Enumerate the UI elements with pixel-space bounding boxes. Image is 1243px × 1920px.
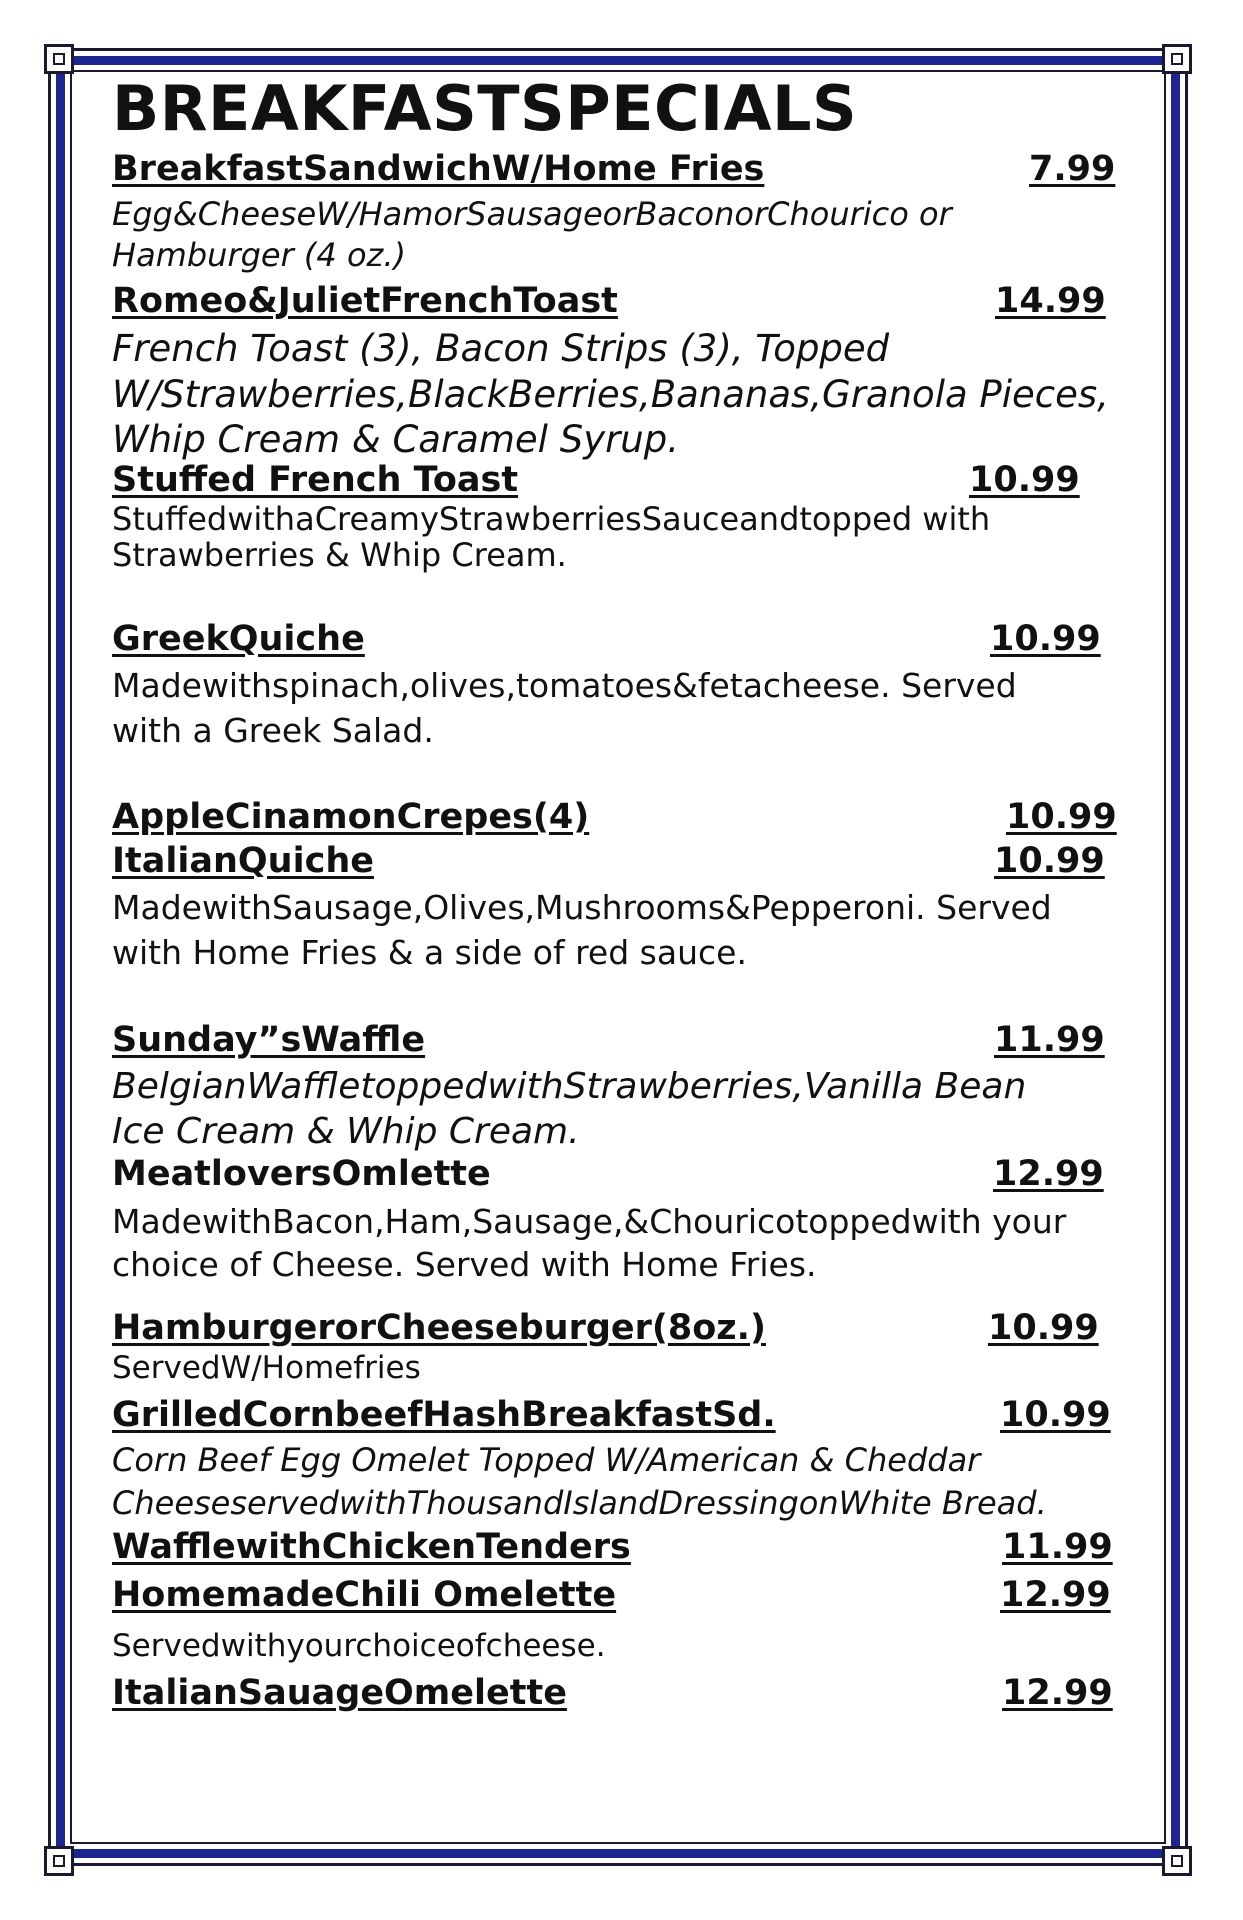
item-price-romeo-juliet-french-toast: 14.99 bbox=[995, 281, 1106, 321]
item-price-italian-quiche: 10.99 bbox=[994, 841, 1105, 881]
item-desc-line: W/Strawberries,BlackBerries,Bananas,Granola Pieces, bbox=[112, 373, 1109, 416]
item-desc-line: Strawberries & Whip Cream. bbox=[112, 536, 567, 574]
item-desc-line: Egg&CheeseW/HamorSausageorBaconorChourico or bbox=[112, 195, 952, 233]
item-desc-line: choice of Cheese. Served with Home Fries. bbox=[112, 1245, 817, 1284]
item-price-sundays-waffle: 11.99 bbox=[994, 1020, 1105, 1060]
item-desc-line: BelgianWaffletoppedwithStrawberries,Vanilla Bean bbox=[112, 1066, 1027, 1107]
item-name-waffle-with-chicken-tenders: WafflewithChickenTenders bbox=[112, 1527, 631, 1567]
item-desc-line: Ice Cream & Whip Cream. bbox=[112, 1111, 580, 1152]
item-price-homemade-chili-omelette: 12.99 bbox=[1000, 1575, 1111, 1615]
item-name-sundays-waffle: Sunday”sWaffle bbox=[112, 1020, 426, 1060]
corner-ornament-top-left bbox=[44, 44, 74, 74]
corner-ornament-top-right bbox=[1162, 44, 1192, 74]
item-name-grilled-cornbeef-hash: GrilledCornbeefHashBreakfastSd. bbox=[112, 1395, 776, 1435]
item-desc-line: MadewithBacon,Ham,Sausage,&Chouricotoppedwith your bbox=[112, 1202, 1067, 1241]
item-desc-line: with a Greek Salad. bbox=[112, 711, 434, 750]
item-name-italian-quiche: ItalianQuiche bbox=[112, 841, 374, 881]
item-desc-line: StuffedwithaCreamyStrawberriesSauceandtopped with bbox=[112, 500, 991, 538]
item-name-greek-quiche: GreekQuiche bbox=[112, 619, 365, 659]
item-desc-line: with Home Fries & a side of red sauce. bbox=[112, 933, 747, 972]
item-price-italian-sauage-omelette: 12.99 bbox=[1002, 1673, 1113, 1713]
item-price-apple-cinamon-crepes: 10.99 bbox=[1006, 797, 1117, 837]
item-desc-line: Madewithspinach,olives,tomatoes&fetacheese. Served bbox=[112, 666, 1017, 705]
item-price-breakfast-sandwich: 7.99 bbox=[1029, 149, 1116, 189]
item-name-italian-sauage-omelette: ItalianSauageOmelette bbox=[112, 1673, 567, 1713]
menu-content bbox=[112, 0, 1127, 1920]
item-price-meatlovers-omlette: 12.99 bbox=[993, 1154, 1104, 1194]
item-price-grilled-cornbeef-hash: 10.99 bbox=[1000, 1395, 1111, 1435]
item-desc-line: ServedW/Homefries bbox=[112, 1350, 421, 1386]
item-desc-line: Hamburger (4 oz.) bbox=[112, 236, 406, 274]
item-name-romeo-juliet-french-toast: Romeo&JulietFrenchToast bbox=[112, 281, 618, 321]
item-price-stuffed-french-toast: 10.99 bbox=[969, 460, 1080, 500]
item-name-apple-cinamon-crepes: AppleCinamonCrepes(4) bbox=[112, 797, 590, 837]
item-desc-line: MadewithSausage,Olives,Mushrooms&Pepperoni. Served bbox=[112, 888, 1052, 927]
item-desc-line: French Toast (3), Bacon Strips (3), Topped bbox=[112, 327, 890, 370]
item-name-hamburger-or-cheeseburger: HamburgerorCheeseburger(8oz.) bbox=[112, 1308, 766, 1348]
item-price-greek-quiche: 10.99 bbox=[990, 619, 1101, 659]
item-price-hamburger-or-cheeseburger: 10.99 bbox=[988, 1308, 1099, 1348]
corner-ornament-bottom-left bbox=[44, 1846, 74, 1876]
corner-ornament-bottom-right bbox=[1162, 1846, 1192, 1876]
item-name-stuffed-french-toast: Stuffed French Toast bbox=[112, 460, 519, 500]
item-desc-line: Whip Cream & Caramel Syrup. bbox=[112, 418, 679, 461]
item-price-waffle-with-chicken-tenders: 11.99 bbox=[1002, 1527, 1113, 1567]
item-desc-line: Servedwithyourchoiceofcheese. bbox=[112, 1628, 606, 1664]
item-name-meatlovers-omlette: MeatloversOmlette bbox=[112, 1154, 491, 1194]
item-desc-line: CheeseservedwithThousandIslandDressingonWhite Bread. bbox=[112, 1484, 1047, 1522]
item-name-homemade-chili-omelette: HomemadeChili Omelette bbox=[112, 1575, 617, 1615]
menu-title: BREAKFASTSPECIALS bbox=[112, 72, 858, 145]
item-name-breakfast-sandwich: BreakfastSandwichW/Home Fries bbox=[112, 149, 765, 189]
item-desc-line: Corn Beef Egg Omelet Topped W/American & Cheddar bbox=[112, 1441, 981, 1479]
